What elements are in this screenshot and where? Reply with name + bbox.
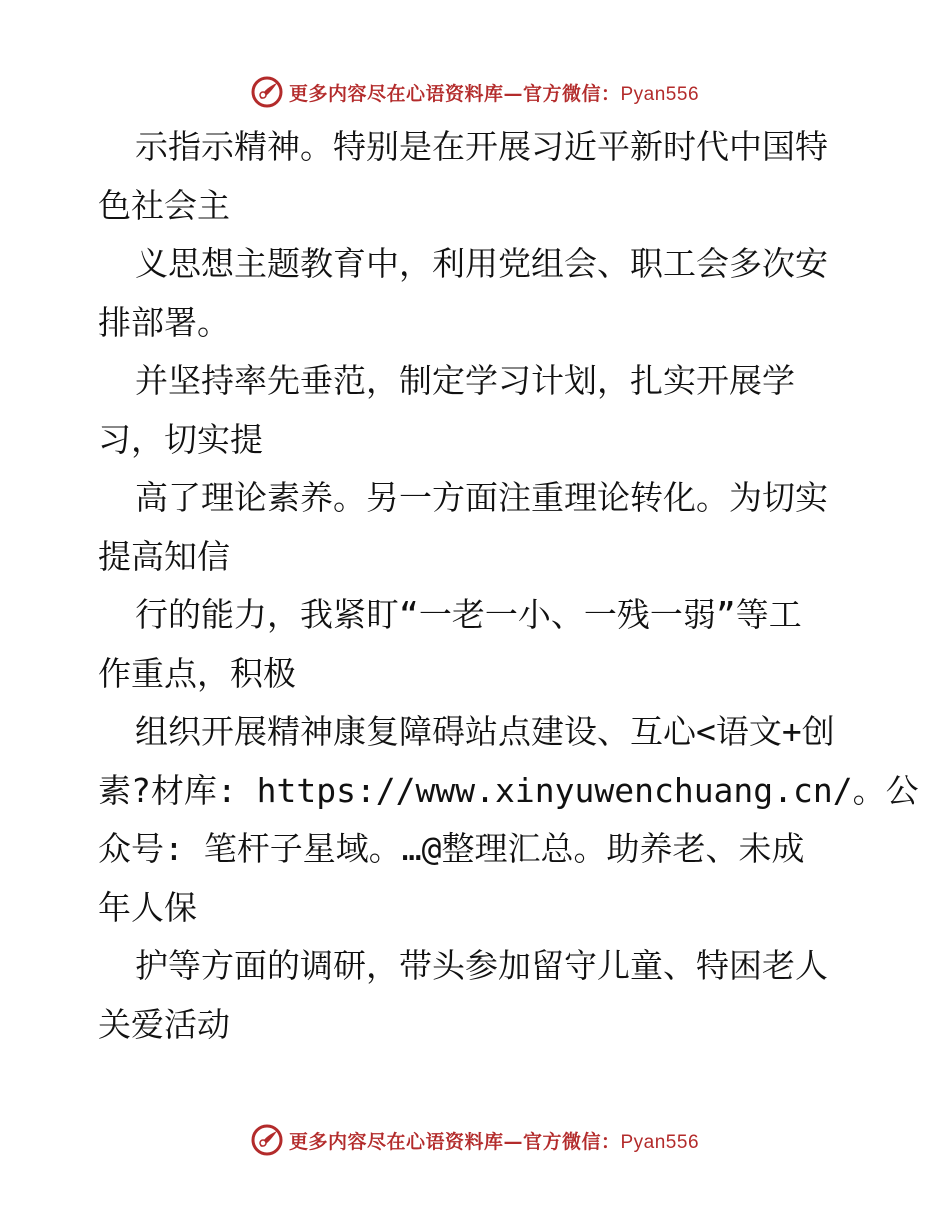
text-line: 护等方面的调研，带头参加留守儿童、特困老人 (135, 946, 828, 985)
text-line: 作重点，积极 (98, 653, 296, 693)
text-line: 排部署。 (98, 302, 230, 342)
header-watermark (0, 72, 950, 112)
watermark-text: 更多内容尽在心语资料库—官方微信：Pyan556 (288, 82, 700, 105)
text-line: 示指示精神。特别是在开展习近平新时代中国特 (135, 127, 828, 166)
text-line: 高了理论素养。另一方面注重理论转化。为切实 (135, 478, 828, 517)
document-body (98, 118, 919, 1054)
quill-logo-icon (251, 1124, 283, 1156)
text-line: 行的能力，我紧盯“一老一小、一残一弱”等工 (135, 595, 802, 634)
text-line: 义思想主题教育中，利用党组会、职工会多次安 (135, 244, 828, 283)
text-line: 年人保 (98, 887, 197, 927)
footer-watermark (0, 1120, 950, 1160)
text-line: 习，切实提 (98, 419, 263, 459)
quill-logo-icon (251, 76, 283, 108)
watermark-text: 更多内容尽在心语资料库—官方微信：Pyan556 (288, 1130, 700, 1153)
text-line: 提高知信 (98, 536, 230, 576)
text-line: 色社会主 (98, 185, 230, 225)
text-line: 素?材库: https://www.xinyuwenchuang.cn/。公 (98, 770, 919, 810)
text-line: 并坚持率先垂范，制定学习计划，扎实开展学 (135, 361, 795, 400)
text-line: 众号: 笔杆子星域。…@整理汇总。助养老、未成 (98, 829, 805, 868)
text-line: 关爱活动 (98, 1004, 230, 1044)
text-line: 组织开展精神康复障碍站点建设、互心<语文+创 (135, 712, 835, 751)
